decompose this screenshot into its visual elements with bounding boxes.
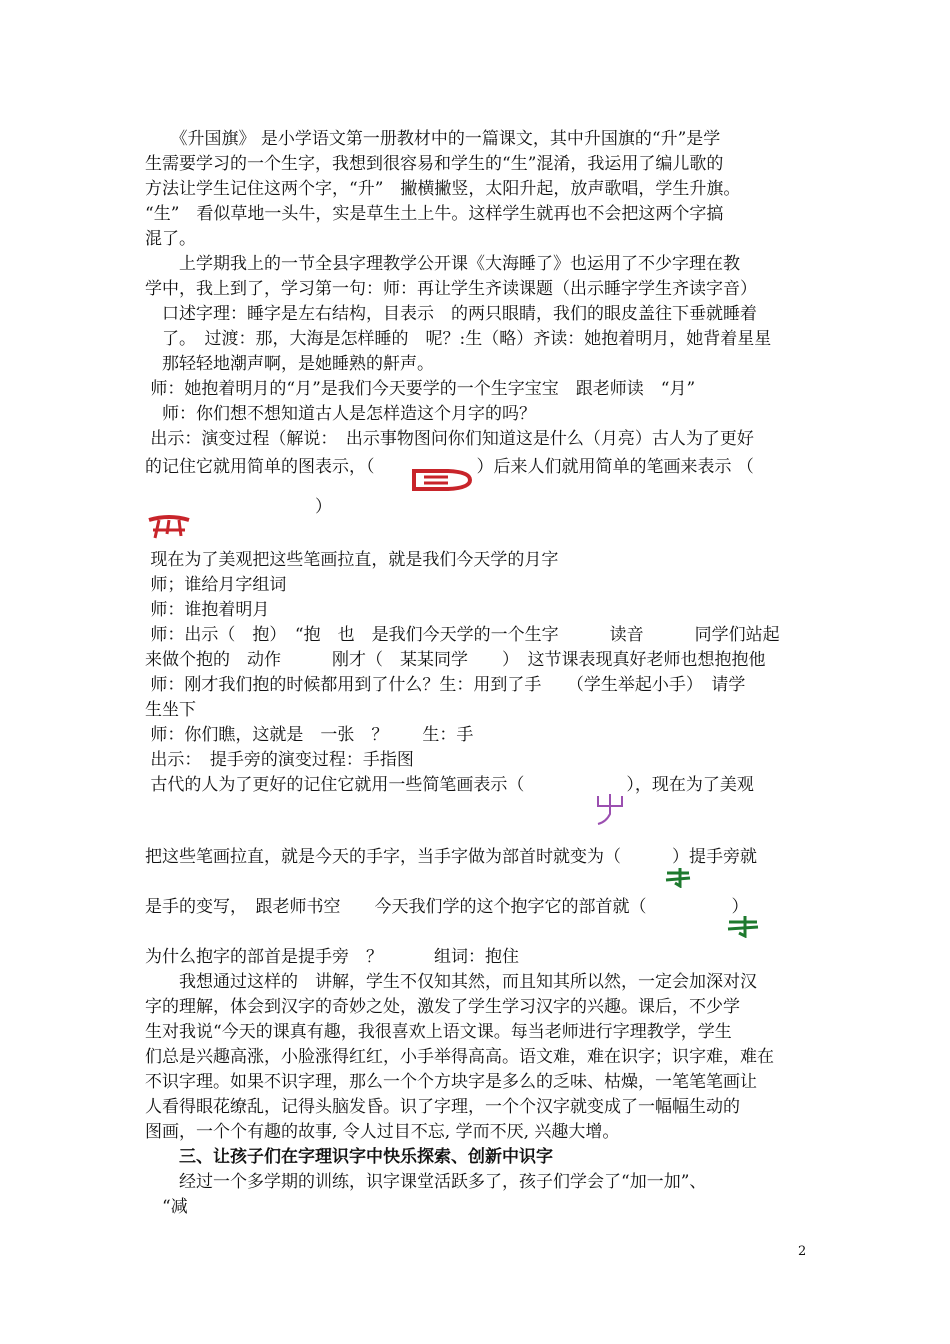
text-line: 来做个抱的 动作 刚才（ 某某同学 ） 这节课表现真好老师也想抱抱他: [145, 650, 766, 670]
text-line: 们总是兴趣高涨，小脸涨得红红，小手举得高高。语文难，难在识字；识字难，难在: [145, 1047, 774, 1067]
text-line: 生需要学习的一个生字，我想到很容易和学生的“生”混淆，我运用了编儿歌的: [145, 154, 724, 174]
text-line: 人看得眼花缭乱，记得头脑发昏。识了字理，一个个汉字就变成了一幅幅生动的: [145, 1097, 740, 1117]
text-line: 生坐下: [145, 700, 196, 720]
text-line: 师：出示（ 抱） “抱 也 是我们今天学的一个生字 读音 同学们站起: [145, 625, 780, 645]
text-line: 生对我说“今天的课真有趣，我很喜欢上语文课。每当老师进行字理教学，学生: [145, 1022, 732, 1042]
hand-radical-icon: [664, 866, 692, 888]
text-line: 学中，我上到了，学习第一句：师：再让学生齐读课题（出示睡字学生齐读字音）: [145, 279, 757, 299]
text-line: 为什么抱字的部首是提手旁 ？ 组词：抱住: [145, 947, 519, 967]
text-line: 不识字理。如果不识字理，那么一个个方块字是多么的乏味、枯燥，一笔笔笔画让: [145, 1072, 757, 1092]
text-line: 图画，一个个有趣的故事, 令人过目不忘, 学而不厌, 兴趣大增。: [145, 1122, 620, 1142]
text-line: 把这些笔画拉直，就是今天的手字，当手字做为部首时就变为（ ）提手旁就: [145, 847, 757, 867]
text-line: 师：你们瞧，这就是 一张 ？ 生：手: [145, 725, 474, 745]
hand-ancient-character-icon: [592, 792, 628, 828]
text-line: 师：她抱着明月的“月”是我们今天要学的一个生字宝宝 跟老师读 “月”: [145, 379, 696, 399]
text-line: 混了。: [145, 229, 196, 249]
moon-pictograph-icon: [410, 468, 474, 492]
text-line: 古代的人为了更好的记住它就用一些简笔画表示（ ），现在为了美观: [145, 775, 754, 795]
text-line: 方法让学生记住这两个字，“升” 撇横撇竖，太阳升起，放声歌唱，学生升旗。: [145, 179, 741, 199]
text-line: 出示：演变过程（解说： 出示事物图问你们知道这是什么（月亮）古人为了更好: [145, 429, 754, 449]
text-line: 是手的变写， 跟老师书空 今天我们学的这个抱字它的部首就（ ）: [145, 897, 749, 917]
text-line: 的记住它就用简单的图表示，（ ）后来人们就用简单的笔画来表示 （: [145, 457, 754, 477]
text-line: 那轻轻地潮声啊，是她睡熟的鼾声。: [145, 354, 434, 374]
text-line: “减: [145, 1197, 188, 1217]
text-line: 出示： 提手旁的演变过程：手指图: [145, 750, 414, 770]
text-line: 字的理解，体会到汉字的奇妙之处，激发了学生学习汉字的兴趣。课后，不少学: [145, 997, 740, 1017]
page-number: 2: [798, 1244, 807, 1259]
text-line: 《升国旗》 是小学语文第一册教材中的一篇课文，其中升国旗的“升”是学: [145, 129, 721, 149]
moon-ancient-character-icon: [145, 512, 193, 540]
text-line: 师：谁抱着明月: [145, 600, 270, 620]
text-line: “生” 看似草地一头牛，实是草生土上牛。这样学生就再也不会把这两个字搞: [145, 204, 724, 224]
text-line: 上学期我上的一节全县字理教学公开课《大海睡了》也运用了不少字理在教: [145, 254, 740, 274]
text-line: ）: [145, 497, 332, 517]
text-line: 口述字理：睡字是左右结构，目表示 的两只眼睛，我们的眼皮盖往下垂就睡着: [145, 304, 757, 324]
hand-radical-icon: [726, 914, 760, 938]
text-line: 师；谁给月字组词: [145, 575, 287, 595]
text-line: 师：你们想不想知道古人是怎样造这个月字的吗？: [145, 404, 536, 424]
section-heading: 三、让孩子们在字理识字中快乐探索、创新中识字: [145, 1147, 553, 1167]
text-line: 现在为了美观把这些笔画拉直，就是我们今天学的月字: [145, 550, 559, 570]
text-line: 师：刚才我们抱的时候都用到了什么？生：用到了手 （学生举起小手） 请学: [145, 675, 746, 695]
text-line: 我想通过这样的 讲解，学生不仅知其然，而且知其所以然，一定会加深对汉: [145, 972, 757, 992]
text-line: 了。 过渡：那，大海是怎样睡的 呢？:生（略）齐读：她抱着明月，她背着星星: [145, 329, 772, 349]
text-line: 经过一个多学期的训练，识字课堂活跃多了，孩子们学会了“加一加”、: [145, 1172, 707, 1192]
